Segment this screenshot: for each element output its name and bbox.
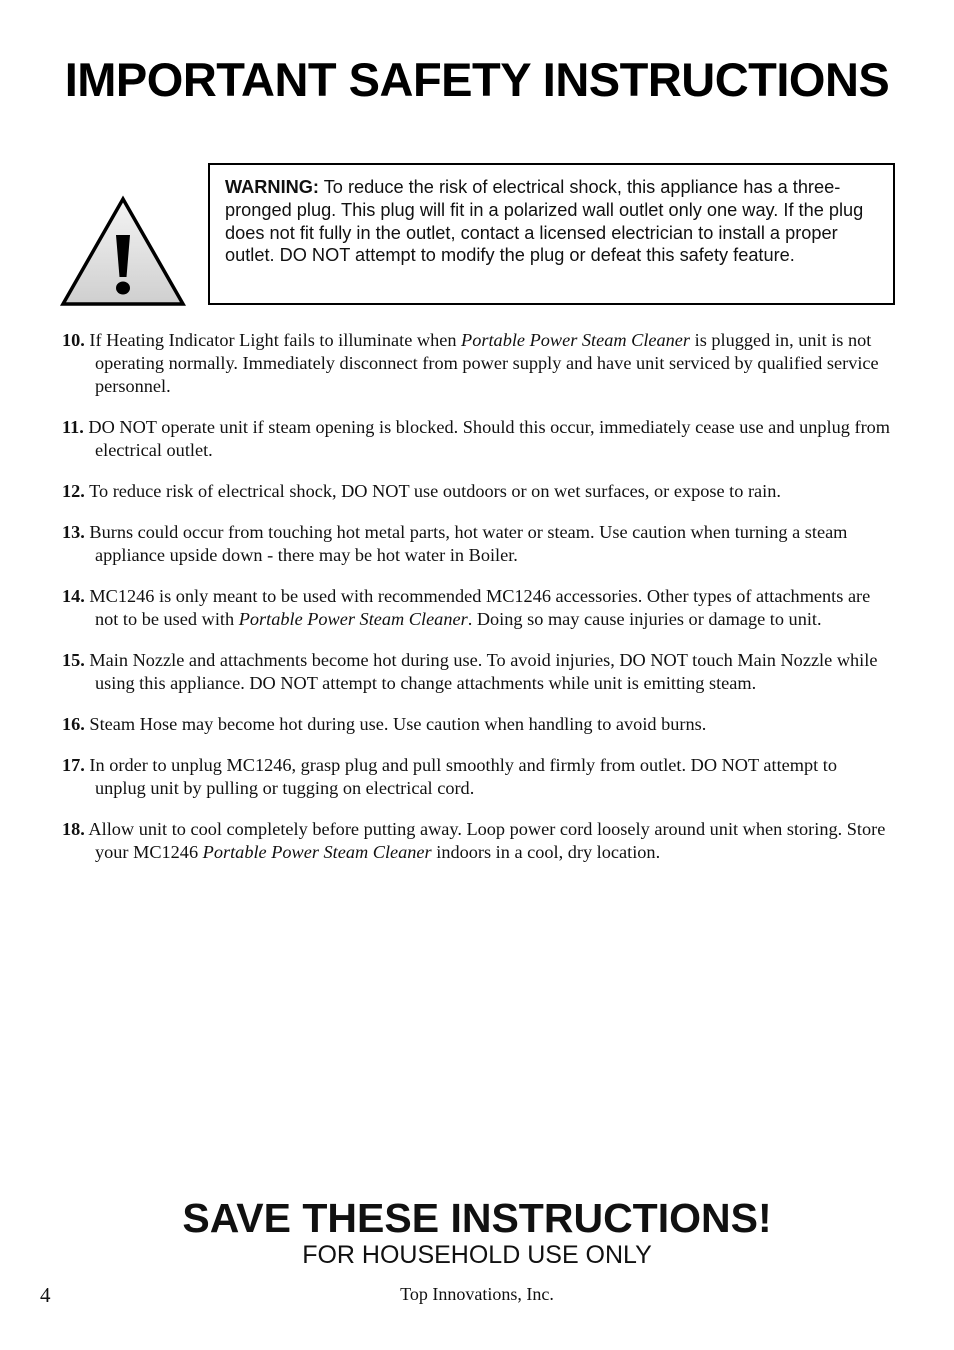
instruction-item (62, 329, 892, 398)
warning-label: WARNING: (225, 177, 319, 197)
page-number: 4 (40, 1283, 51, 1307)
instruction-item (62, 713, 892, 736)
instruction-number: 14. (62, 586, 85, 606)
warning-box (208, 163, 895, 305)
instruction-text: In order to unplug MC1246, grasp plug and pull smoothly and firmly from outlet. DO NOT attempt to unplug unit by pulling or tugging on electrical cord. (84, 755, 838, 798)
footer-company: Top Innovations, Inc. (400, 1284, 554, 1304)
instruction-number: 18. (62, 819, 85, 839)
instruction-text: is plugged in, unit is not operating normally. Immediately disconnect from power supply and have unit serviced by qualified service personnel. (95, 330, 879, 396)
instruction-number: 10. (62, 330, 85, 350)
instruction-text: MC1246 is only meant to be used with recommended MC1246 accessories. Other types of attachments are not to be used with (84, 586, 871, 629)
save-instructions-heading: SAVE THESE INSTRUCTIONS! (182, 1195, 772, 1241)
product-name: Portable Power Steam Cleaner (202, 842, 432, 862)
instruction-text: Steam Hose may become hot during use. Use caution when handling to avoid burns. (84, 714, 707, 734)
instruction-text: To reduce risk of electrical shock, DO NOT use outdoors or on wet surfaces, or expose to rain. (84, 481, 781, 501)
instruction-item (62, 585, 892, 631)
instruction-text: indoors in a cool, dry location. (431, 842, 661, 862)
instruction-text: Burns could occur from touching hot metal parts, hot water or steam. Use caution when turning a steam appliance upside down - there may be hot water in Boiler. (84, 522, 848, 565)
page-title: IMPORTANT SAFETY INSTRUCTIONS (64, 53, 890, 106)
instruction-item (62, 480, 892, 503)
product-name: Portable Power Steam Cleaner (238, 609, 468, 629)
warning-text: To reduce the risk of electrical shock, this appliance has a three-pronged plug. This plug will fit in a polarized wall outlet only one way. If the plug does not fit fully in the outlet, contact a licensed electrician to install a proper outlet. DO NOT attempt to modify the plug or defeat this safety feature. (225, 177, 864, 266)
instruction-item (62, 754, 892, 800)
instruction-number: 15. (62, 650, 85, 670)
instruction-number: 17. (62, 755, 85, 775)
product-name: Portable Power Steam Cleaner (461, 330, 691, 350)
instruction-number: 12. (62, 481, 85, 501)
instruction-text: DO NOT operate unit if steam opening is blocked. Should this occur, immediately cease use and unplug from electrical outlet. (83, 417, 891, 460)
instruction-item (62, 416, 892, 462)
instruction-text: If Heating Indicator Light fails to illuminate when (84, 330, 462, 350)
household-use-subheading: FOR HOUSEHOLD USE ONLY (302, 1241, 652, 1269)
instruction-item (62, 521, 892, 567)
instruction-number: 11. (62, 417, 84, 437)
instruction-number: 16. (62, 714, 85, 734)
instruction-text: Main Nozzle and attachments become hot during use. To avoid injuries, DO NOT touch Main Nozzle while using this appliance. DO NOT attempt to change attachments while unit is emitting steam. (84, 650, 878, 693)
instruction-text: . Doing so may cause injuries or damage to unit. (467, 609, 822, 629)
instruction-number: 13. (62, 522, 85, 542)
instruction-item (62, 649, 892, 695)
instruction-text: Allow unit to cool completely before putting away. Loop power cord loosely around unit when storing. Store your MC1246 (84, 819, 886, 862)
warning-triangle-icon (60, 195, 186, 307)
instruction-list (62, 329, 892, 882)
instruction-item (62, 818, 892, 864)
